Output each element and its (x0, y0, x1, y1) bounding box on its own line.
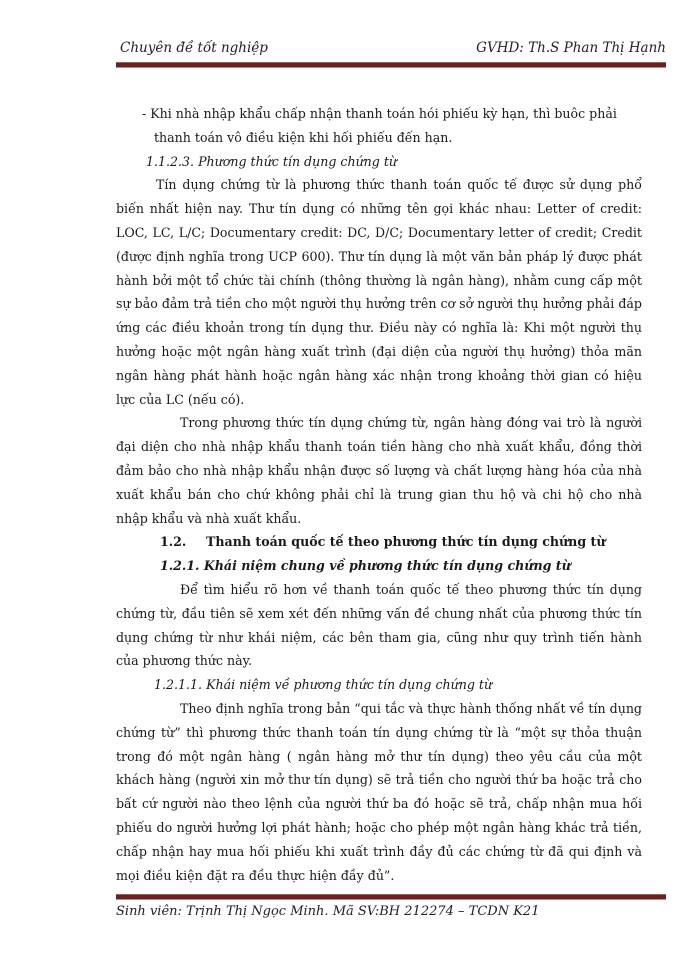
paragraph-introduction: Để tìm hiểu rõ hơn về thanh toán quốc tế theo phương thức tín dụng chứng từ, đầu tiên sẽ xem xét đến những vấn đề chung nhất của phương thức tín dụng chứng từ như khái niệm, các bên tham gia, cũng như quy trình tiến hành của phương thức này. (116, 581, 642, 669)
bullet-line: - Khi nhà nhập khẩu chấp nhận thanh toán hói phiếu kỳ hạn, thì buôc phải (142, 106, 617, 121)
heading-1-2 (116, 530, 642, 554)
page-body (116, 102, 642, 887)
paragraph-ucp-definition: Theo định nghĩa trong bản “qui tắc và thực hành thống nhất về tín dụng chứng từ” thì phương thức thanh toán tín dụng chứng từ là “một sự thỏa thuận trong đó một ngân hàng ( ngân hàng mở thư tín dụng) theo yêu cầu của một khách hàng (người xin mở thư tín dụng) sẽ trả tiền cho người thứ ba hoặc trả cho bất cứ người nào theo lệnh của người thứ ba đó hoặc sẽ trả, chấp nhận mua hối phiếu do người hưởng lợi phát hành; hoặc cho phép một ngân hàng khác trả tiền, chấp nhận hay mua hối phiếu khi xuất trình đầy đủ các chứng từ đã qui định và mọi điều kiện đặt ra đều thực hiện đầy đủ”. (116, 700, 642, 883)
header-divider (116, 62, 666, 68)
heading-1-2-text: Thanh toán quốc tế theo phương thức tín dụng chứng từ (206, 534, 606, 550)
bullet-line-continuation: thanh toán vô điều kiện khi hối phiếu đến hạn. (154, 129, 453, 145)
header-document-title: Chuyên đề tốt nghiệp (120, 40, 268, 56)
heading-1-2-number: 1.2. (160, 534, 187, 550)
page-header (116, 36, 666, 62)
paragraph-bank-role: Trong phương thức tín dụng chứng từ, ngân hàng đóng vai trò là người đại diện cho nhà nhập khẩu thanh toán tiền hàng cho nhà xuất khẩu, đồng thời đảm bảo cho nhà nhập khẩu nhận được số lượng và chất lượng hàng hóa của nhà xuất khẩu bán cho chứ không phải chỉ là trung gian thu hộ và chi hộ cho nhà nhập khẩu và nhà xuất khẩu. (116, 415, 642, 526)
heading-1-2-1: 1.2.1. Khái niệm chung về phương thức tín dụng chứng từ (160, 558, 571, 574)
footer-divider (116, 894, 666, 900)
page-footer: Sinh viên: Trịnh Thị Ngọc Minh. Mã SV:BH 212274 – TCDN K21 (116, 904, 540, 919)
heading-1-1-2-3: 1.1.2.3. Phương thức tín dụng chứng từ (146, 153, 398, 169)
heading-1-2-1-1: 1.2.1.1. Khái niệm về phương thức tín dụng chứng từ (154, 677, 493, 693)
paragraph-lc-definition: Tín dụng chứng từ là phương thức thanh toán quốc tế được sử dụng phổ biến nhất hiện nay. Thư tín dụng có những tên gọi khác nhau: Letter of credit: LOC, LC, L/C; Documentary credit: DC, D/C; Documentary letter of credit; Credit (được định nghĩa trong UCP 600). Thư tín dụng là một văn bản pháp lý được phát hành bởi một tổ chức tài chính (thông thường là ngân hàng), nhằm cung cấp một sự bảo đảm trả tiền cho một người thụ hưởng trên cơ sở người thụ hưởng phải đáp ứng các điều khoản trong tín dụng thư. Điều này có nghĩa là: Khi một người thụ hưởng hoặc một ngân hàng xuất trình (đại diện của người thụ hưởng) thỏa mãn ngân hàng phát hành hoặc ngân hàng xác nhận trong khoảng thời gian có hiệu lực của LC (nếu có). (116, 177, 642, 407)
header-advisor: GVHD: Th.S Phan Thị Hạnh (476, 40, 666, 56)
